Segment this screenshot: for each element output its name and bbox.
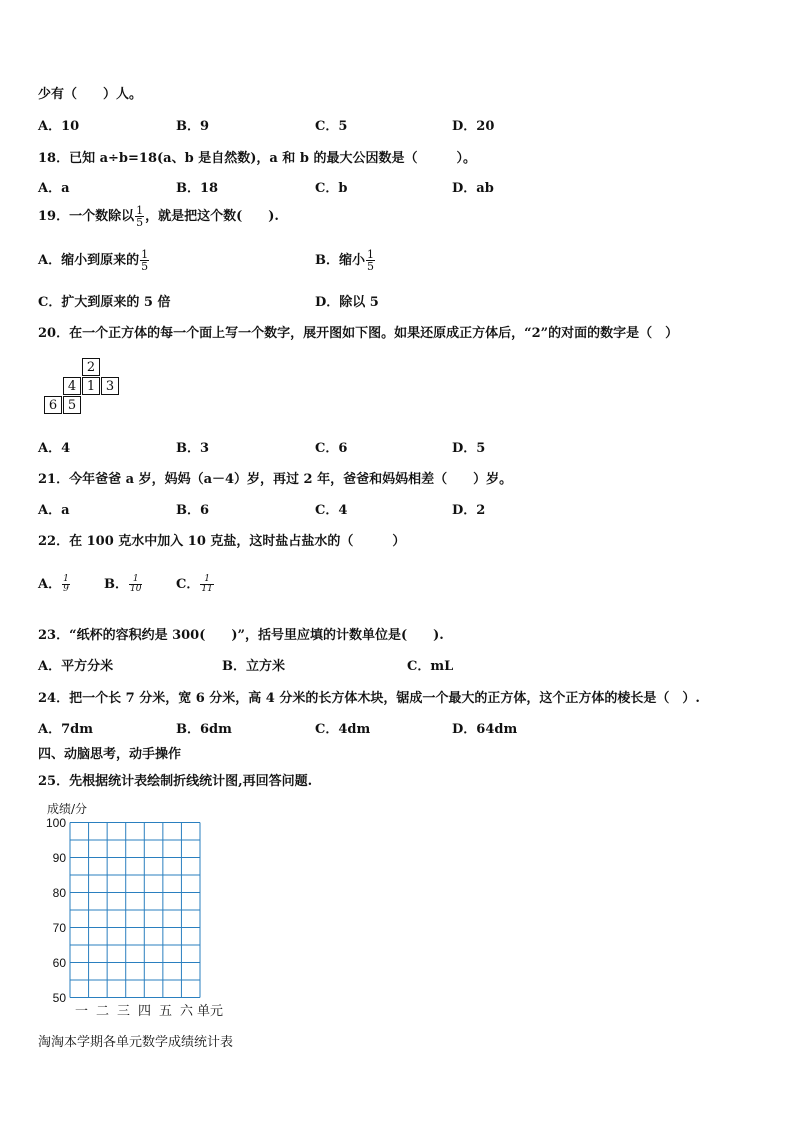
q23-option-c: C．mL [407, 659, 454, 674]
q24-option-b: B．6dm [176, 722, 232, 737]
q19-option-a-text: A．缩小到原来的 [38, 253, 140, 268]
x-tick-1: 一 [75, 1004, 89, 1019]
q22-option-b [104, 573, 143, 594]
q18-option-b: B．18 [176, 181, 219, 196]
q24-question: 24．把一个长 7 分米，宽 6 分米，高 4 分米的长方体木块，锯成一个最大的正方体，这个正方体的棱长是（ ）. [38, 691, 700, 706]
q19-option-b [315, 249, 376, 272]
q22-b-numerator: 1 [129, 575, 142, 585]
q21-option-b: B．6 [176, 503, 210, 518]
net-face-4: 4 [63, 377, 81, 395]
q20-option-b: B．3 [176, 441, 210, 456]
x-tick-4: 四 [138, 1004, 152, 1019]
q19-option-b-denominator: 5 [367, 260, 374, 273]
q22-c-numerator: 1 [200, 575, 213, 585]
q18-question: 18．已知 a÷b=18(a、b 是自然数)，a 和 b 的最大公因数是（ ）。 [38, 151, 476, 166]
q22-b-denominator: 10 [130, 584, 142, 594]
q22-option-b-label: B． [104, 577, 128, 592]
net-face-3: 3 [101, 377, 119, 395]
q17-option-c: C．5 [315, 119, 348, 134]
q19-option-a [38, 249, 150, 272]
q17-option-b: B．9 [176, 119, 210, 134]
q18-option-c: C．b [315, 181, 348, 196]
q19-frac-denominator: 5 [136, 216, 144, 229]
q19-option-b-numerator: 1 [367, 248, 374, 261]
x-tick-6: 六 [180, 1004, 194, 1019]
q22-option-c [176, 573, 215, 594]
q22-option-c-fraction [200, 575, 213, 594]
q23-option-b: B．立方米 [222, 659, 285, 674]
net-face-1: 1 [82, 377, 100, 395]
q19-option-a-fraction [140, 249, 149, 272]
q22-c-denominator: 11 [201, 584, 213, 594]
q22-option-a-label: A． [38, 577, 62, 592]
q21-question: 21．今年爸爸 a 岁，妈妈（a－4）岁，再过 2 年，爸爸和妈妈相差（ ）岁。 [38, 472, 513, 487]
y-tick-70: 70 [52, 921, 66, 935]
net-face-6: 6 [44, 396, 62, 414]
q22-option-b-fraction [129, 575, 142, 594]
q24-option-d: D．64dm [452, 722, 518, 737]
q22-a-denominator: 9 [63, 584, 69, 594]
q18-option-d: D．ab [452, 181, 494, 196]
q19-question [38, 205, 279, 228]
net-face-5: 5 [63, 396, 81, 414]
y-tick-50: 50 [52, 991, 66, 1005]
q22-option-a-fraction [62, 575, 70, 594]
q21-option-d: D．2 [452, 503, 486, 518]
q19-option-d: D．除以 5 [315, 295, 379, 310]
q22-question: 22．在 100 克水中加入 10 克盐，这时盐占盐水的（ ） [38, 534, 406, 549]
q19-option-b-fraction [366, 249, 375, 272]
q20-option-d: D．5 [452, 441, 486, 456]
q22-option-a [38, 573, 71, 594]
x-tick-5: 五 [159, 1004, 173, 1019]
q20-option-a: A．4 [38, 441, 71, 456]
q20-question: 20．在一个正方体的每一个面上写一个数字，展开图如下图。如果还原成正方体后，“2”的对面的数字是（ ） [38, 326, 679, 341]
q19-option-b-text: B．缩小 [315, 253, 365, 268]
section-heading: 四、动脑思考，动手操作 [38, 747, 182, 762]
table-caption: 淘淘本学期各单元数学成绩统计表 [38, 1035, 234, 1050]
chart-grid [69, 822, 201, 998]
q21-option-c: C．4 [315, 503, 348, 518]
y-tick-90: 90 [52, 851, 66, 865]
q21-option-a: A．a [38, 503, 70, 518]
q24-option-c: C．4dm [315, 722, 371, 737]
q20-option-c: C．6 [315, 441, 348, 456]
q19-fraction [135, 205, 144, 228]
chart-y-axis-label: 成绩/分 [47, 802, 88, 816]
q19-option-a-denominator: 5 [141, 260, 149, 273]
q22-option-c-label: C． [176, 577, 200, 592]
q18-option-a: A．a [38, 181, 70, 196]
x-tick-2: 二 [96, 1004, 110, 1019]
q19-option-a-numerator: 1 [141, 248, 149, 261]
q17-option-d: D．20 [452, 119, 495, 134]
q23-question: 23．“纸杯的容积约是 300( )”，括号里应填的计数单位是( ). [38, 628, 444, 643]
q19-text-pre: 19．一个数除以 [38, 209, 135, 224]
q19-frac-numerator: 1 [136, 204, 144, 217]
y-tick-100: 100 [45, 816, 66, 830]
y-tick-80: 80 [52, 886, 66, 900]
y-tick-60: 60 [52, 956, 66, 970]
q25-question: 25．先根据统计表绘制折线统计图,再回答问题. [38, 774, 313, 789]
x-tick-3: 三 [117, 1004, 131, 1019]
q19-option-c: C．扩大到原来的 5 倍 [38, 295, 171, 310]
net-face-2: 2 [82, 358, 100, 376]
line-chart [38, 800, 238, 1019]
q22-a-numerator: 1 [63, 574, 69, 584]
q24-option-a: A．7dm [38, 722, 93, 737]
q17-option-a: A．10 [38, 119, 80, 134]
x-axis-label: 单元 [197, 1004, 224, 1019]
q19-text-post: ，就是把这个数( ). [145, 209, 279, 224]
q23-option-a: A．平方分米 [38, 659, 114, 674]
q17-tail: 少有（ ）人。 [38, 87, 143, 102]
